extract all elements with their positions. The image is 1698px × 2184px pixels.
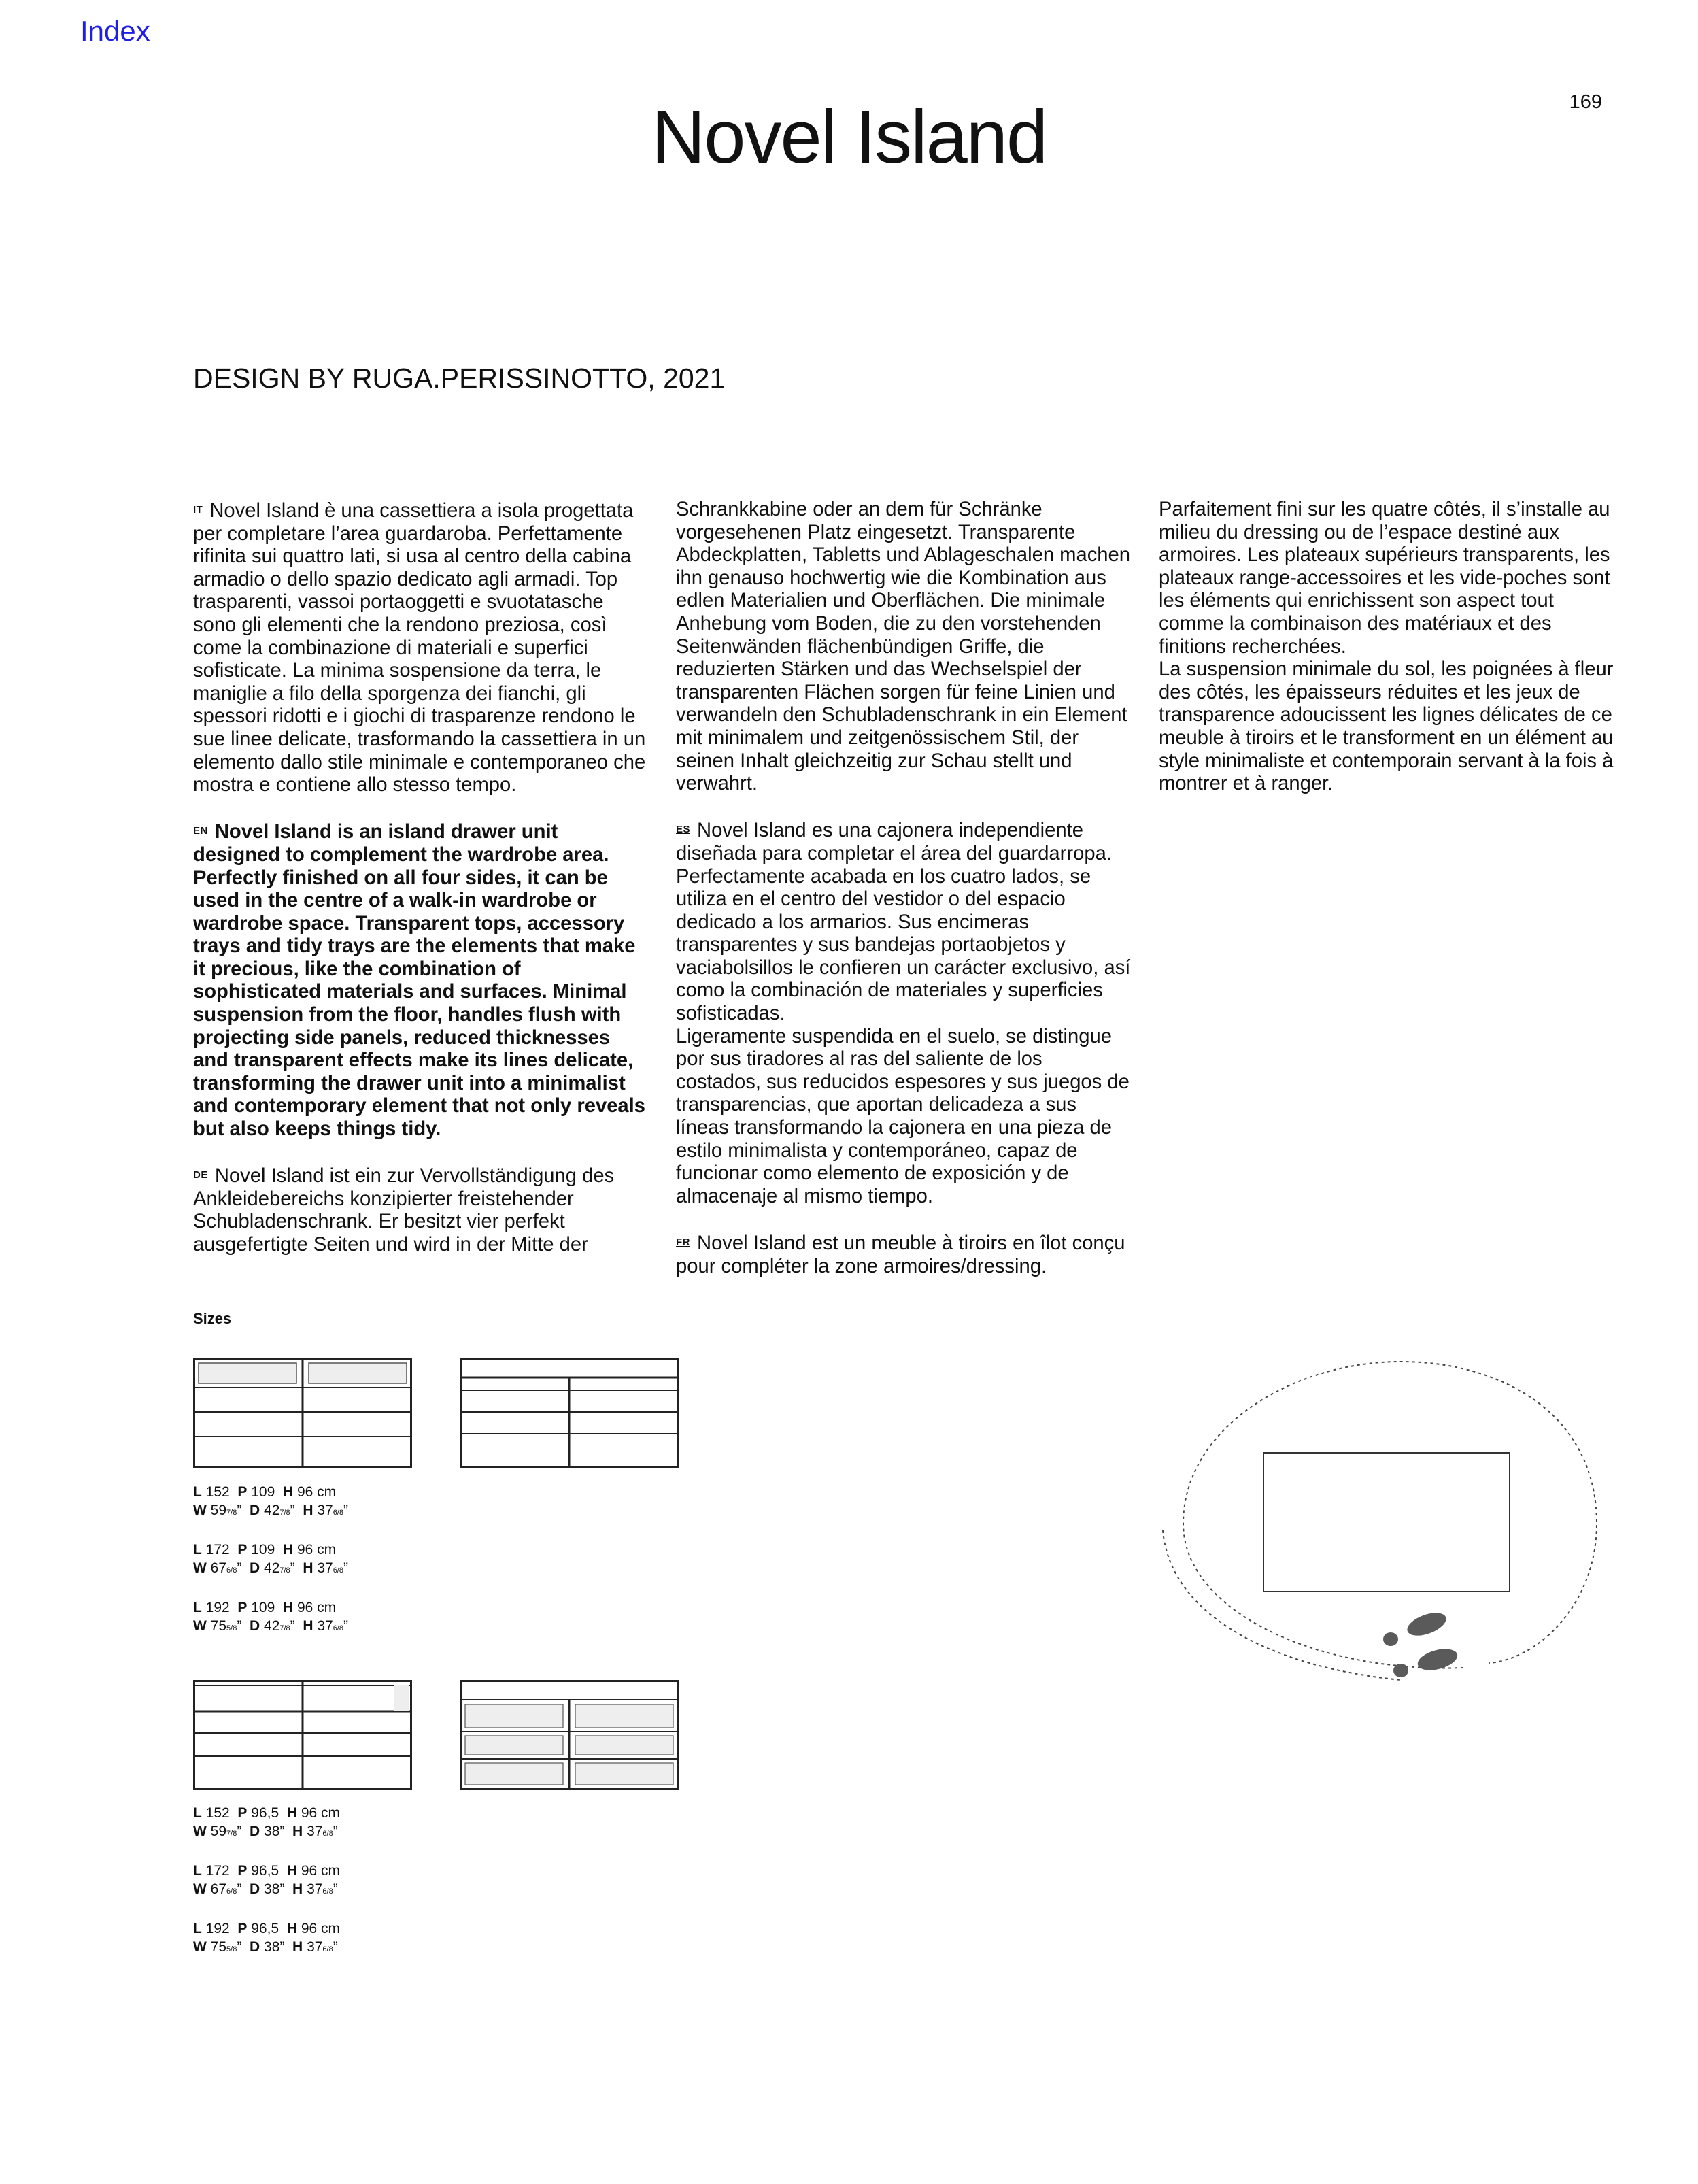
description-fr-part2	[1159, 499, 1614, 796]
drawer-unit-drawing-c	[193, 1680, 412, 1790]
footprints-icon	[1383, 1609, 1460, 1677]
text-column-1	[193, 499, 649, 1279]
size-imperial-row: W 676/8” D 38” H 376/8”	[193, 1881, 338, 1897]
lang-label-de: DE	[193, 1169, 208, 1181]
size-entry	[193, 1804, 340, 1843]
sizes-group-2	[193, 1804, 340, 1959]
text-column-2	[676, 499, 1132, 1301]
lang-label-fr: FR	[676, 1237, 690, 1248]
lang-label-it: IT	[193, 504, 203, 516]
size-metric-row: L 152 P 96,5 H 96 cm	[193, 1805, 340, 1821]
description-es-text-2: Ligeramente suspendida en el suelo, se distingue por sus tiradores al ras del saliente de los costados, sus reducidos espesores y sus juegos de transparencias, que aportan delicadeza a sus líneas transformando la cajonera en una pieza de estilo minimalista y contemporáneo, capaz de funcionar como elemento de exposición y de almacenaje al mismo tiempo.	[676, 1025, 1130, 1207]
description-it-text: Novel Island è una cassettiera a isola progettata per completare l’area guardaroba. Perfettamente rifinita sui quattro lati, si usa al centro della cabina armadio o dello spazio dedicato agli armadi. Top trasparenti, vassoi portaoggetti e svuotatasche sono gli elementi che la rendono preziosa, così come la combinazione di materiali e superfici sofisticate. La minima sospensione da terra, le maniglie a filo della sporgenza dei fianchi, gli spessori ridotti e i giochi di trasparenze rendono le sue linee delicate, trasformando la cassettiera in un elemento dallo stile minimale e contemporaneo che mostra e contiene allo stesso tempo.	[193, 500, 646, 796]
sizes-heading: Sizes	[193, 1310, 232, 1327]
description-de-text-1: Novel Island ist ein zur Vervollständigung des Ankleidebereichs konzipierter freistehender Schubladenschrank. Er besitzt vier perfekt ausgefertigte Seiten und wird in der Mitte der	[193, 1165, 615, 1256]
size-metric-row: L 172 P 109 H 96 cm	[193, 1542, 337, 1558]
lang-label-en: EN	[193, 825, 208, 837]
sizes-group-1	[193, 1483, 348, 1638]
size-imperial-row: W 676/8” D 427/8” H 376/8”	[193, 1560, 349, 1576]
index-link[interactable]: Index	[80, 15, 150, 47]
size-metric-row: L 172 P 96,5 H 96 cm	[193, 1863, 340, 1879]
size-entry	[193, 1483, 348, 1522]
lang-label-es: ES	[676, 824, 691, 836]
description-de-part2	[676, 499, 1132, 796]
drawer-unit-drawing-b	[460, 1358, 679, 1468]
size-entry	[193, 1541, 348, 1580]
drawer-unit-drawing-a	[193, 1358, 412, 1468]
size-imperial-row: W 755/8” D 427/8” H 376/8”	[193, 1618, 349, 1634]
description-fr-part1	[676, 1231, 1132, 1278]
island-outline	[1263, 1453, 1510, 1592]
size-metric-row: L 192 P 96,5 H 96 cm	[193, 1921, 340, 1936]
size-imperial-row: W 597/8” D 38” H 376/8”	[193, 1824, 338, 1839]
page-title: Novel Island	[651, 95, 1047, 179]
description-en-text: Novel Island is an island drawer unit designed to complement the wardrobe area. Perfectly finished on all four sides, it can be used in the centre of a walk-in wardrobe or wardrobe space. Transparent tops, accessory trays and tidy trays are the elements that make it precious, like the combination of sophisticated materials and surfaces. Minimal suspension from the floor, handles flush with projecting side panels, reduced thicknesses and transparent effects make its lines delicate, transforming the drawer unit into a minimalist and contemporary element that not only reveals but also keeps things tidy.	[193, 821, 645, 1141]
size-metric-row: L 152 P 109 H 96 cm	[193, 1484, 337, 1500]
description-it	[193, 499, 649, 797]
description-de-text-2: Schrankkabine oder an dem für Schränke vorgesehenen Platz eingesetzt. Transparente Abdeckplatten, Tabletts und Ablageschalen machen ihn genauso hochwertig wie die Kombination aus edlen Materialien und Oberflächen. Die minimale Anhebung vom Boden, die zu den vorstehenden Seitenwänden flächenbündigen Griffe, die reduzierten Stärken und das Wechselspiel der transparenten Flächen sorgen für feine Linien und verwandeln den Schubladenschrank in ein Element mit minimalem und zeitgenössischem Stil, der seinen Inhalt gleichzeitig zur Schau stellt und verwahrt.	[676, 499, 1131, 795]
text-column-3	[1159, 499, 1614, 818]
description-fr-text-2: Parfaitement fini sur les quatre côtés, il s’installe au milieu du dressing ou de l’espace destiné aux armoires. Les plateaux supérieurs transparents, les plateaux range-accessoires et les vide-poches sont les éléments qui enrichissent son aspect tout comme la combinaison des matériaux et des finitions recherchées.	[1159, 499, 1610, 658]
size-entry	[193, 1919, 340, 1959]
page-number: 169	[1569, 91, 1602, 113]
description-es	[676, 818, 1132, 1208]
size-imperial-row: W 597/8” D 427/8” H 376/8”	[193, 1502, 349, 1518]
size-entry	[193, 1862, 340, 1901]
size-entry	[193, 1598, 348, 1638]
design-credit: DESIGN BY RUGA.PERISSINOTTO, 2021	[193, 363, 726, 394]
description-en	[193, 820, 649, 1141]
size-imperial-row: W 755/8” D 38” H 376/8”	[193, 1939, 338, 1955]
size-metric-row: L 192 P 109 H 96 cm	[193, 1600, 337, 1615]
drawer-unit-drawing-d	[460, 1680, 679, 1790]
island-walkaround-diagram	[1156, 1354, 1605, 1694]
description-es-text-1: Novel Island es una cajonera independiente diseñada para completar el área del guardarropa. Perfectamente acabada en los cuatro lados, se utiliza en el centro del vestidor o del espacio dedicado a los armarios. Sus encimeras transparentes y sus bandejas portaobjetos y vaciabolsillos le confieren un carácter exclusivo, así como la combinación de materiales y superficies sofisticadas.	[676, 820, 1131, 1025]
description-de-part1	[193, 1164, 649, 1256]
description-fr-text-1: Novel Island est un meuble à tiroirs en îlot conçu pour compléter la zone armoires/dressing.	[676, 1232, 1125, 1277]
description-fr-text-3: La suspension minimale du sol, les poignées à fleur des côtés, les épaisseurs réduites et les jeux de transparence adoucissent les lignes délicates de ce meuble à tiroirs et le transforment en un élément au style minimaliste et contemporain servant à la fois à montrer et à ranger.	[1159, 658, 1614, 795]
